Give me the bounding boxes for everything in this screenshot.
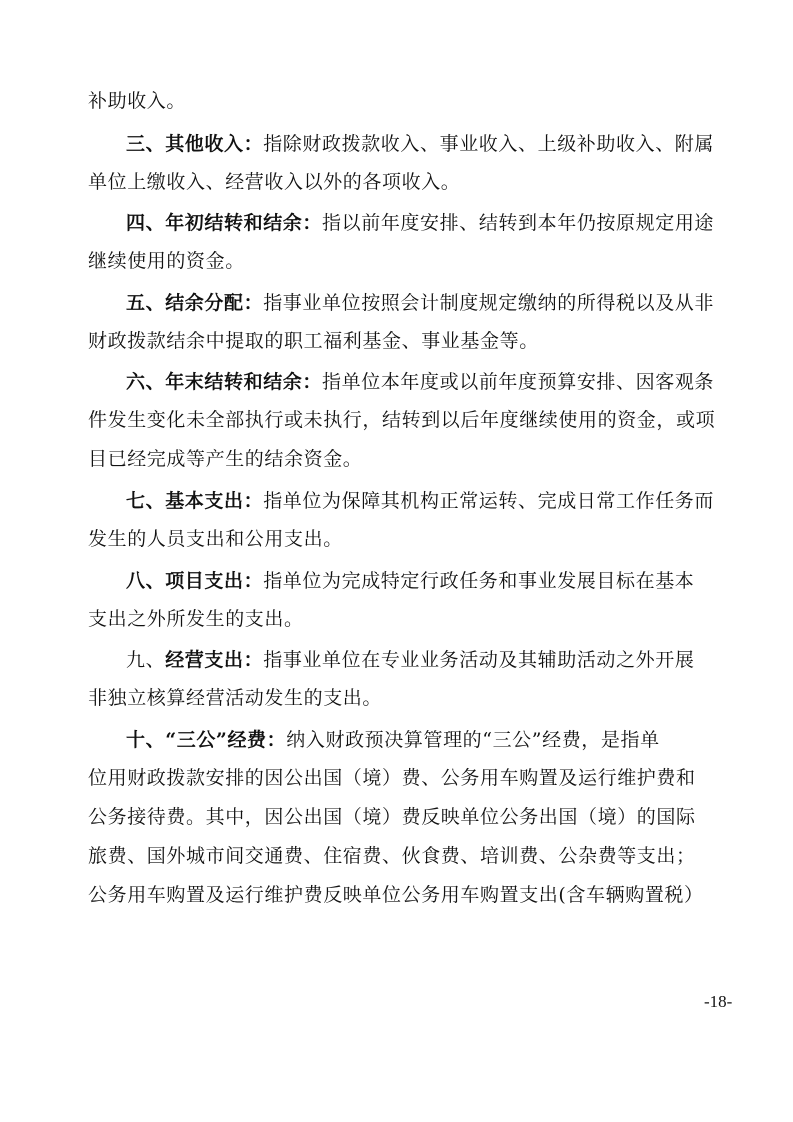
text-line: 继续使用的资金。: [88, 250, 245, 272]
term-number: 九、: [126, 649, 166, 671]
text-line: 支出之外所发生的支出。: [88, 608, 304, 630]
text-line: 补助收入。: [88, 90, 187, 112]
term-heading: 三、其他收入：: [126, 133, 264, 155]
text-line: 非独立核算经营活动发生的支出。: [88, 687, 383, 709]
text-line: 位用财政拨款安排的因公出国（境）费、公务用车购置及运行维护费和: [88, 767, 696, 789]
definition-carryover-start: [126, 208, 748, 238]
definition-text: 指单位为完成特定行政任务和事业发展目标在基本: [263, 570, 695, 592]
definition-text: 指除财政拨款收入、事业收入、上级补助收入、附属: [263, 133, 715, 155]
definition-text: 纳入财政预决算管理的“三公”经费，是指单: [286, 729, 660, 751]
definition-surplus-distribution: [126, 288, 748, 318]
text-line: 公务用车购置及运行维护费反映单位公务用车购置支出(含车辆购置税）: [88, 884, 704, 906]
text-line: 财政拨款结余中提取的职工福利基金、事业基金等。: [88, 330, 539, 352]
term-heading: 十、“三公”经费：: [126, 729, 287, 751]
term-heading: 四、年初结转和结余：: [126, 212, 323, 234]
definition-other-income: [126, 129, 748, 159]
definition-project-expenditure: [126, 566, 748, 596]
definition-carryover-end: [126, 367, 748, 397]
text-line: 发生的人员支出和公用支出。: [88, 528, 343, 550]
definition-three-public-expenses: [126, 725, 748, 755]
term-heading: 五、结余分配：: [126, 292, 264, 314]
text-line: 旅费、国外城市间交通费、住宿费、伙食费、培训费、公杂费等支出；: [88, 845, 696, 867]
definition-operating-expenditure: [126, 645, 748, 675]
term-heading: 六、年末结转和结余：: [126, 371, 323, 393]
definition-basic-expenditure: [126, 486, 748, 516]
definition-text: 指事业单位在专业业务活动及其辅助活动之外开展: [263, 649, 695, 671]
term-heading: 七、基本支出：: [126, 490, 264, 512]
text-line: 件发生变化未全部执行或未执行，结转到以后年度继续使用的资金，或项: [88, 409, 716, 431]
definition-text: 指单位本年度或以前年度预算安排、因客观条: [322, 371, 715, 393]
definition-text: 指以前年度安排、结转到本年仍按原规定用途: [322, 212, 715, 234]
page-number: -18-: [704, 992, 733, 1011]
text-line: 公务接待费。其中，因公出国（境）费反映单位公务出国（境）的国际: [88, 806, 696, 828]
term-heading: 八、项目支出：: [126, 570, 264, 592]
text-line: 目已经完成等产生的结余资金。: [88, 448, 363, 470]
text-line: 单位上缴收入、经营收入以外的各项收入。: [88, 171, 461, 193]
definition-text: 指单位为保障其机构正常运转、完成日常工作任务而: [263, 490, 715, 512]
definition-text: 指事业单位按照会计制度规定缴纳的所得税以及从非: [263, 292, 715, 314]
term-heading: 经营支出：: [165, 649, 264, 671]
